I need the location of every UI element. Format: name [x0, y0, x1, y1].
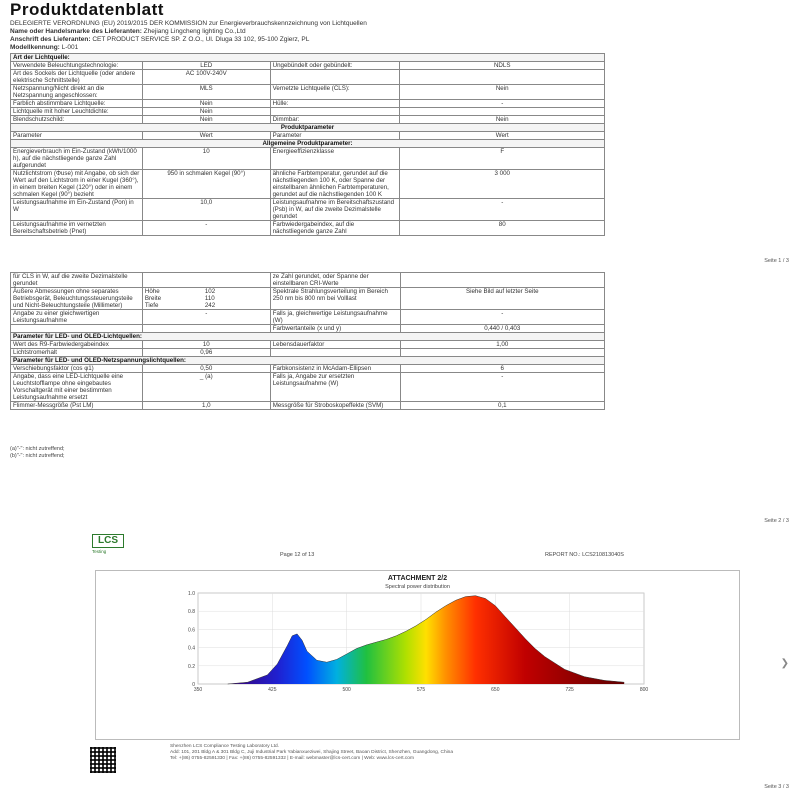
product-table-page1 — [10, 53, 605, 236]
dimension-item — [145, 302, 268, 309]
mains-rows — [11, 365, 605, 410]
report-footer — [170, 744, 730, 762]
table-row — [11, 170, 605, 199]
param-header-row — [11, 132, 605, 140]
table-cell — [142, 273, 270, 288]
section-row — [11, 140, 605, 148]
table-cell: Vernetzte Lichtquelle (CLS): — [270, 85, 400, 100]
table-cell — [400, 108, 605, 116]
datasheet-page-1 — [0, 0, 795, 268]
table-cell: LED — [142, 62, 270, 70]
table-cell: Energieverbrauch im Ein-Zustand (kWh/1000 h), auf die nächstliegende ganze Zahl aufgerundet — [11, 148, 143, 170]
x-tick-label: 650 — [491, 687, 500, 693]
model-id: L-001 — [61, 44, 79, 51]
footer-line: Shenzhen LCS Compliance Testing Laboratory Ltd. — [170, 744, 279, 749]
table-cell: 10 — [142, 341, 270, 349]
y-tick-label: 0.2 — [188, 663, 195, 670]
table-cell — [400, 349, 605, 357]
section-row — [11, 333, 605, 341]
section-row — [11, 54, 605, 62]
table-cell: ähnliche Farbtemperatur, gerundet auf die nächstliegenden 100 K, oder Spanne der einstellbaren ähnlichen Farbtemperaturen, gerundet auf die nächstliegenden 100 K — [270, 170, 400, 199]
dimension-value: 102 — [204, 288, 216, 295]
model-line — [10, 44, 78, 52]
led-rows — [11, 341, 605, 357]
footnote: (a)"-": nicht zutreffend; — [10, 446, 65, 452]
table-cell: - — [400, 100, 605, 108]
chart-caption: Spectral power distribution — [385, 584, 450, 590]
table-row — [11, 373, 605, 402]
param-header: Parameter — [11, 132, 143, 140]
qr-code-icon — [90, 747, 116, 773]
table-cell: 0,440 / 0,403 — [400, 325, 605, 333]
table-cell: Lebensdauerfaktor — [270, 341, 400, 349]
table-cell: Falls ja, Angabe zur ersetzten Leistungsaufnahme (W) — [270, 373, 400, 402]
table-cell: 1,00 — [400, 341, 605, 349]
x-tick-label: 800 — [639, 687, 649, 693]
supplier-address-line — [10, 36, 309, 44]
table-cell: _ (a) — [142, 373, 270, 402]
table-cell: Nein — [400, 116, 605, 124]
table-row — [11, 62, 605, 70]
page-number: Seite 3 / 3 — [764, 784, 789, 790]
table-cell: F — [400, 148, 605, 170]
spectrum-area — [228, 596, 625, 684]
dimension-item — [145, 288, 268, 295]
y-tick-label: 0 — [192, 682, 195, 688]
table-row — [11, 70, 605, 85]
table-row — [11, 325, 605, 333]
table-cell: 6 — [400, 365, 605, 373]
footer-line: Tel: +(86) 0755-82591330 | Fax: +(86) 0755-82591332 | E-mail: webmaster@lcs-cert.com | Web: www.lcs-cert.com — [170, 756, 414, 761]
table-row — [11, 116, 605, 124]
table-cell — [270, 70, 400, 85]
table-cell: Dimmbar: — [270, 116, 400, 124]
page-number: Seite 2 / 3 — [764, 518, 789, 524]
table-cell: Verschiebungsfaktor (cos φ1) — [11, 365, 143, 373]
table-cell: für CLS in W, auf die zweite Dezimalstelle gerundet — [11, 273, 143, 288]
table-cell: Nein — [142, 108, 270, 116]
dimension-value: 242 — [204, 302, 216, 309]
table-row — [11, 402, 605, 410]
table-cell — [400, 70, 605, 85]
table-cell: Nein — [400, 85, 605, 100]
table-cell: MLS — [142, 85, 270, 100]
table-cell: ze Zahl gerundet, oder Spanne der einstellbaren CRI-Werte — [270, 273, 400, 288]
spectral-label: Spektrale Strahlungsverteilung im Bereich 250 nm bis 800 nm bei Volllast — [270, 288, 400, 310]
table-cell: - — [400, 199, 605, 221]
footer-line: Add: 101, 201 Bldg A & 301 Bldg C, Juji Industrial Park Yabianxueziwei, Shajing Street, Baoan District, Shenzhen, Guangdong, China — [170, 750, 454, 755]
table-cell: Farbwiedergabeindex, auf die nächstliegende ganze Zahl — [270, 221, 400, 236]
table-row — [11, 199, 605, 221]
section-type-title: Art der Lichtquelle: — [11, 54, 605, 62]
dimensions-label: Äußere Abmessungen ohne separates Betriebsgerät, Beleuchtungssteuerungsteile und Nicht-Beleuchtungsteile (Millimeter) — [11, 288, 143, 310]
regulation-text: DELEGIERTE VERORDNUNG (EU) 2019/2015 DER KOMMISSION zur Energieverbrauchskennzeichnung von Lichtquellen — [10, 20, 367, 27]
continued-rows — [11, 273, 605, 288]
table-cell: 80 — [400, 221, 605, 236]
supplier-name-label: Name oder Handelsmarke des Lieferanten: — [10, 28, 142, 35]
param-header: Wert — [400, 132, 605, 140]
section-led-title: Parameter für LED- und OLED-Lichtquellen: — [11, 333, 605, 341]
table-row — [11, 310, 605, 325]
datasheet-page-3 — [0, 534, 795, 795]
table-cell: Farbkonsistenz in McAdam-Ellipsen — [270, 365, 400, 373]
type-rows — [11, 62, 605, 124]
table-cell: Verwendete Beleuchtungstechnologie: — [11, 62, 143, 70]
table-cell: Nein — [142, 116, 270, 124]
table-cell — [400, 273, 605, 288]
table-cell: NDLS — [400, 62, 605, 70]
x-tick-label: 350 — [193, 687, 203, 693]
param-header: Parameter — [270, 132, 400, 140]
dimension-name: Höhe — [144, 288, 160, 295]
dimension-value: 110 — [204, 295, 215, 302]
table-cell: Blendschutzschild: — [11, 116, 143, 124]
table-cell: - — [142, 310, 270, 325]
table-cell: Falls ja, gleichwertige Leistungsaufnahme (W) — [270, 310, 400, 325]
table-cell: 0,96 — [142, 349, 270, 357]
model-label: Modellkennung: — [10, 44, 60, 51]
table-cell: - — [400, 373, 605, 402]
scroll-arrow-icon[interactable]: ❯ — [780, 658, 789, 669]
supplier-name: Zhejiang Lingcheng lighting Co.,Ltd — [143, 28, 246, 35]
table-cell: AC 100V-240V — [142, 70, 270, 85]
table-cell: Farbwertanteile (x und y) — [270, 325, 400, 333]
table-cell: 950 in schmalen Kegel (90°) — [142, 170, 270, 199]
dimensions-values — [142, 288, 270, 310]
table-row — [11, 365, 605, 373]
table-cell: Lichtstromerhalt — [11, 349, 143, 357]
table-cell: Ungebündelt oder gebündelt: — [270, 62, 400, 70]
supplier-name-line — [10, 28, 246, 36]
section-params-title: Produktparameter — [11, 124, 605, 132]
equivalent-rows — [11, 310, 605, 333]
dimensions-list — [145, 288, 268, 309]
y-tick-label: 0.8 — [188, 609, 195, 616]
table-cell: 10 — [142, 148, 270, 170]
table-cell: 10,0 — [142, 199, 270, 221]
y-tick-label: 0.4 — [188, 645, 195, 652]
y-tick-label: 1.0 — [188, 591, 195, 597]
section-row — [11, 357, 605, 365]
table-cell: - — [400, 310, 605, 325]
table-cell: Angabe zu einer gleichwertigen Leistungsaufnahme — [11, 310, 143, 325]
table-cell: Angabe, dass eine LED-Lichtquelle eine Leuchtstofflampe ohne eingebautes Vorschaltgerät mit einer bestimmten Leistungsaufnahme ersetzt — [11, 373, 143, 402]
lcs-logo: LCS — [92, 534, 124, 548]
table-cell: Lichtquelle mit hoher Leuchtdichte: — [11, 108, 143, 116]
table-cell: Hülle: — [270, 100, 400, 108]
spectral-value: Siehe Bild auf letzter Seite — [400, 288, 605, 310]
datasheet-page-2 — [0, 270, 795, 530]
x-tick-label: 575 — [416, 687, 426, 693]
table-row — [11, 341, 605, 349]
section-row — [11, 124, 605, 132]
dimensions-row — [11, 288, 605, 310]
table-cell: Messgröße für Stroboskopeffekte (SVM) — [270, 402, 400, 410]
table-row — [11, 108, 605, 116]
table-cell — [270, 108, 400, 116]
dimension-item — [145, 295, 268, 302]
page-number: Seite 1 / 3 — [764, 258, 789, 264]
table-cell: Energieeffizienzklasse — [270, 148, 400, 170]
table-cell: 3 000 — [400, 170, 605, 199]
table-cell: 0,50 — [142, 365, 270, 373]
table-cell: Leistungsaufnahme im Bereitschaftszustand (Psb) in W, auf die zweite Dezimalstelle gerundet — [270, 199, 400, 221]
table-cell — [270, 349, 400, 357]
table-cell: 0,1 — [400, 402, 605, 410]
x-tick-label: 500 — [342, 687, 351, 693]
dimension-name: Breite — [144, 295, 162, 302]
table-row — [11, 221, 605, 236]
table-cell: Art des Sockels der Lichtquelle (oder andere elektrische Schnittstelle) — [11, 70, 143, 85]
supplier-address-label: Anschrift des Lieferanten: — [10, 36, 91, 43]
table-cell: Nein — [142, 100, 270, 108]
y-tick-label: 0.6 — [188, 627, 195, 634]
table-row — [11, 349, 605, 357]
section-general-title: Allgemeine Produktparameter: — [11, 140, 605, 148]
datasheet-title: Produktdatenblatt — [10, 0, 164, 19]
product-table-page2 — [10, 272, 605, 410]
table-cell: 1,0 — [142, 402, 270, 410]
test-report — [78, 534, 738, 795]
table-cell: Leistungsaufnahme im vernetzten Bereitschaftsbetrieb (Pnet) — [11, 221, 143, 236]
general-rows — [11, 148, 605, 236]
table-cell: Flimmer-Messgröße (Pst LM) — [11, 402, 143, 410]
supplier-address: CET PRODUCT SERVICE SP. Z O.O., Ul. Dluga 33 102, 95-100 Zgierz, PL — [92, 36, 310, 43]
footnote: (b)"-": nicht zutreffend; — [10, 453, 65, 459]
spectral-chart — [96, 571, 741, 741]
dimension-name: Tiefe — [144, 302, 159, 309]
table-cell: Wert des R9-Farbwiedergabeindex — [11, 341, 143, 349]
attachment-title: ATTACHMENT 2/2 — [387, 575, 448, 582]
x-tick-label: 425 — [268, 687, 277, 693]
report-page: Page 12 of 13 — [280, 552, 315, 558]
table-cell: Nutzlichtstrom (Φuse) mit Angabe, ob sich der Wert auf den Lichtstrom in einer Kugel (360°), in einem breiten Kegel (120°) oder in einem schmalen Kegel (90°) bezieht — [11, 170, 143, 199]
table-cell — [142, 325, 270, 333]
table-cell: Farblich abstimmbare Lichtquelle: — [11, 100, 143, 108]
table-cell: Leistungsaufnahme im Ein-Zustand (Pon) in W — [11, 199, 143, 221]
x-tick-label: 725 — [565, 687, 574, 693]
table-row — [11, 85, 605, 100]
lcs-logo-sub: Testing — [92, 549, 107, 554]
table-row — [11, 273, 605, 288]
section-mains-title: Parameter für LED- und OLED-Netzspannungslichtquellen: — [11, 357, 605, 365]
table-row — [11, 148, 605, 170]
param-header: Wert — [142, 132, 270, 140]
table-cell: - — [142, 221, 270, 236]
table-cell: Netzspannung/Nicht direkt an die Netzspannung angeschlossen: — [11, 85, 143, 100]
report-number: REPORT NO.: LCS210813040S — [545, 552, 624, 558]
chart-frame — [95, 570, 740, 740]
table-row — [11, 100, 605, 108]
table-cell — [11, 325, 143, 333]
